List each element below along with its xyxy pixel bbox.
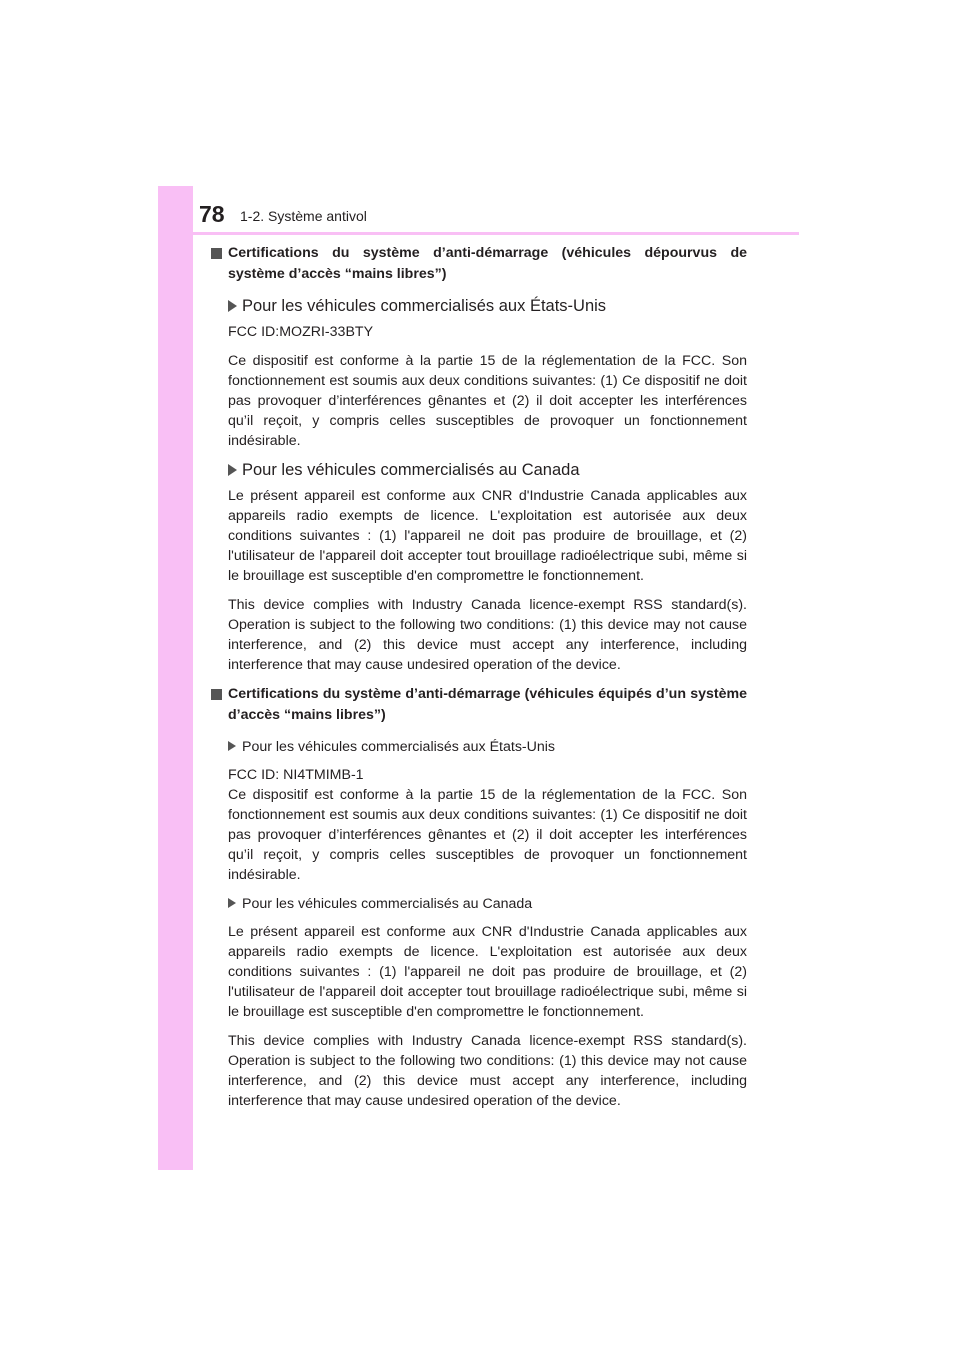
- subheading-text: Pour les véhicules commercialisés aux États-Unis: [242, 739, 556, 755]
- triangle-bullet-icon: [228, 464, 237, 476]
- subheading-us: [228, 296, 747, 316]
- canada-statement-fr: Le présent appareil est conforme aux CNR d'Industrie Canada applicables aux appareils radio exempts de licence. L'exploitation est autorisée aux deux conditions suivantes : (1) l'appareil ne doit pas produire de brouillage, et (2) l'utilisateur de l'appareil doit accepter tout brouillage radioélectrique subi, même si le brouillage est susceptible d'en compromettre le fonctionnement.: [228, 924, 747, 1020]
- triangle-bullet-icon: [228, 741, 236, 751]
- fcc-id: FCC ID:MOZRI-33BTY: [228, 324, 374, 340]
- subheading-canada: [228, 894, 747, 914]
- fcc-statement: Ce dispositif est conforme à la partie 15 de la réglementation de la FCC. Son fonctionnement est soumis aux deux conditions suivantes: (1) Ce dispositif ne doit pas provoquer d’interférences gênantes et (2) il doit accepter les interférences qu’il reçoit, y compris celles susceptibles de provoquer un fonctionnement indésirable.: [228, 353, 747, 449]
- subheading-us: [228, 737, 747, 757]
- fcc-id: FCC ID: NI4TMIMB-1: [228, 767, 364, 783]
- section-body: [228, 737, 747, 1111]
- triangle-bullet-icon: [228, 300, 237, 312]
- page-number: 78: [199, 201, 225, 227]
- canada-statement-en: This device complies with Industry Canada licence-exempt RSS standard(s). Operation is subject to the following two conditions: (1) this device may not cause interference, and (2) this device must accept any interference, including interference that may cause undesired operation of the device.: [228, 597, 747, 673]
- header-rule: [193, 232, 799, 235]
- canada-statement-fr: Le présent appareil est conforme aux CNR d'Industrie Canada applicables aux appareils radio exempts de licence. L'exploitation est autorisée aux deux conditions suivantes : (1) l'appareil ne doit pas produire de brouillage, et (2) l'utilisateur de l'appareil doit accepter tout brouillage radioélectrique subi, même si le brouillage est susceptible d'en compromettre le fonctionnement.: [228, 488, 747, 584]
- subheading-text: Pour les véhicules commercialisés aux États-Unis: [242, 297, 607, 315]
- section-body: [228, 296, 747, 675]
- section-heading: [211, 684, 747, 726]
- canada-statement-en: This device complies with Industry Canada licence-exempt RSS standard(s). Operation is subject to the following two conditions: (1) this device may not cause interference, and (2) this device must accept any interference, including interference that may cause undesired operation of the device.: [228, 1033, 747, 1109]
- square-bullet-icon: [211, 689, 222, 700]
- heading-text: Certifications du système d’anti-démarrage (véhicules dépourvus de système d’accès “mains libres”): [228, 245, 747, 282]
- heading-text: Certifications du système d’anti-démarrage (véhicules équipés d’un système d’accès “mains libres”): [228, 686, 747, 723]
- fcc-statement: Ce dispositif est conforme à la partie 15 de la réglementation de la FCC. Son fonctionnement est soumis aux deux conditions suivantes: (1) Ce dispositif ne doit pas provoquer d’interférences gênantes et (2) il doit accepter les interférences qu’il reçoit, y compris celles susceptibles de provoquer un fonctionnement indésirable.: [228, 787, 747, 883]
- square-bullet-icon: [211, 248, 222, 259]
- page-content: [211, 243, 747, 1120]
- subheading-text: Pour les véhicules commercialisés au Canada: [242, 461, 580, 479]
- triangle-bullet-icon: [228, 898, 236, 908]
- section-title: 1-2. Système antivol: [240, 208, 367, 224]
- section-heading: [211, 243, 747, 285]
- subheading-canada: [228, 460, 747, 480]
- subheading-text: Pour les véhicules commercialisés au Canada: [242, 896, 533, 912]
- side-color-strip: [158, 186, 193, 1170]
